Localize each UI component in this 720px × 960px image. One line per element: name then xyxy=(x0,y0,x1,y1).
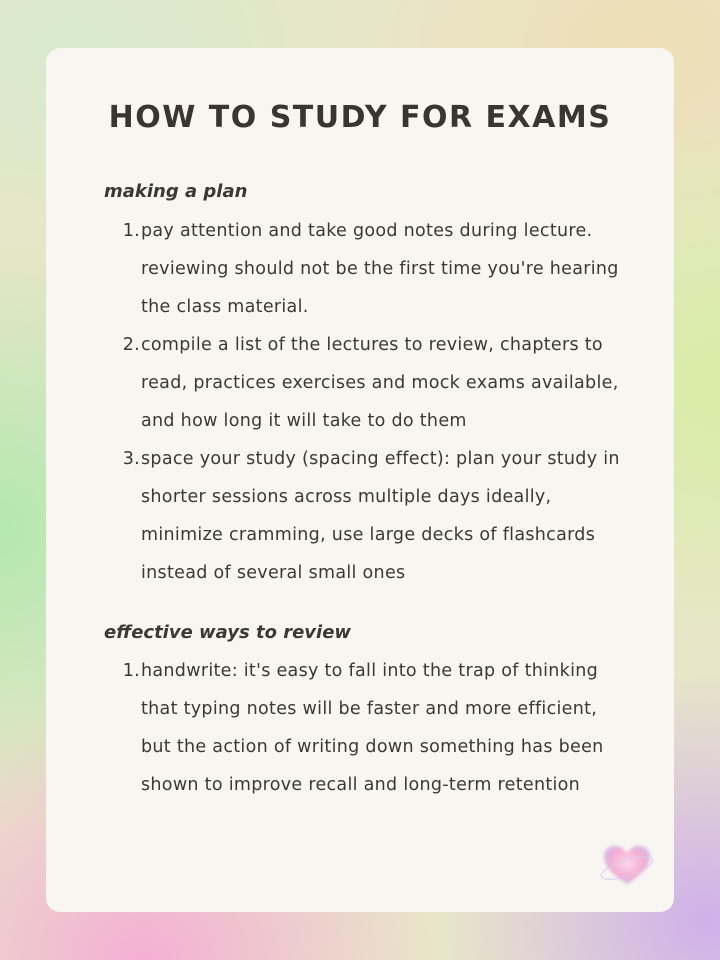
heart-icon xyxy=(598,838,656,892)
plan-list xyxy=(0,212,621,592)
review-list xyxy=(0,652,621,804)
list-item xyxy=(0,212,621,326)
list-item-text: space your study (spacing effect): plan your study in shorter sessions across multiple days ideally, minimize cramming, use large decks of flashcards instead of several small ones xyxy=(141,449,620,583)
section-heading-effective-ways: effective ways to review xyxy=(104,622,352,643)
list-item-text: pay attention and take good notes during lecture. reviewing should not be the first time you're hearing the class material. xyxy=(141,221,619,317)
list-item xyxy=(0,652,621,804)
list-item-number: 3. xyxy=(122,449,140,469)
list-item xyxy=(0,440,621,592)
list-item xyxy=(0,326,621,440)
list-item-number: 1. xyxy=(122,661,140,681)
list-item-number: 1. xyxy=(122,221,140,241)
list-item-number: 2. xyxy=(122,335,140,355)
page-title: HOW TO STUDY FOR EXAMS xyxy=(108,100,612,135)
section-heading-making-a-plan: making a plan xyxy=(104,181,248,202)
list-item-text: handwrite: it's easy to fall into the trap of thinking that typing notes will be faster and more efficient, but the action of writing down something has been shown to improve recall and long-term retention xyxy=(141,661,604,795)
list-item-text: compile a list of the lectures to review, chapters to read, practices exercises and mock exams available, and how long it will take to do them xyxy=(141,335,619,431)
